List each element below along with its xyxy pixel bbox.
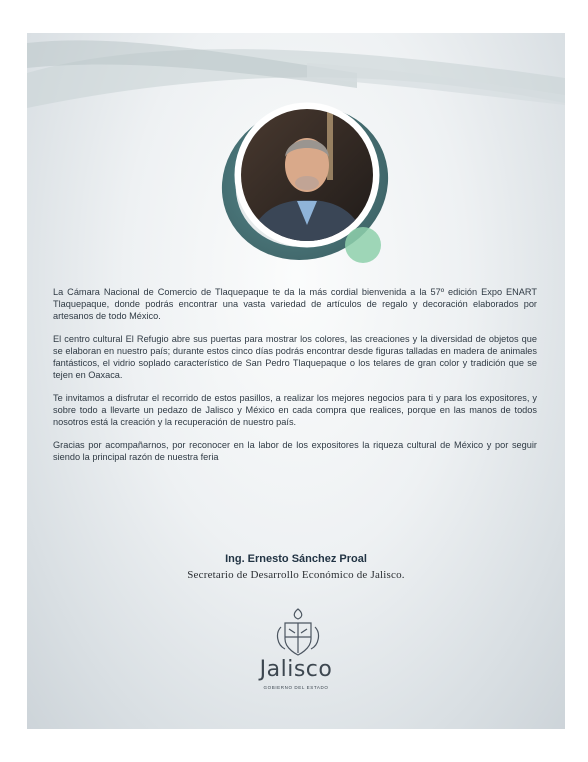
paragraph: Gracias por acompañarnos, por reconocer en la labor de los expositores la riqueza cultural de México y por seguir siendo la principal razón de nuestra feria	[53, 440, 537, 462]
letter-body	[53, 286, 537, 474]
jalisco-wordmark: Jalisco	[259, 657, 333, 682]
coat-of-arms-icon	[271, 605, 325, 661]
paragraph: El centro cultural El Refugio abre sus puertas para mostrar los colores, las creaciones y la diversidad de objetos que se elaboran en nuestro país; durante estos cinco días podrás encontrar desde figuras talladas en madera de animales fantásticos, el vidrio soplado característico de San Pedro Tlaquepaque o los telares de gran color y tradición que se tejen en Oaxaca.	[53, 334, 537, 380]
letter-page	[27, 33, 565, 729]
jalisco-subtitle: GOBIERNO DEL ESTADO	[263, 685, 329, 690]
signer-title: Secretario de Desarrollo Económico de Jalisco.	[187, 569, 405, 581]
signer-name: Ing. Ernesto Sánchez Proal	[225, 553, 367, 565]
paragraph: La Cámara Nacional de Comercio de Tlaquepaque te da la más cordial bienvenida a la 57º edición Expo ENART Tlaquepaque, donde podrás encontrar una vasta variedad de artículos de regalo y decoración elaborados por artesanos de todo México.	[53, 287, 537, 321]
portrait-photo	[217, 95, 397, 285]
paragraph: Te invitamos a disfrutar el recorrido de estos pasillos, a realizar los mejores negocios para ti y para los expositores, y sobre todo a llevarte un pedazo de Jalisco y México en cada compra que realices, porque en las manos de todos nosotros está la creación y la recuperación de nuestro país.	[53, 393, 537, 427]
